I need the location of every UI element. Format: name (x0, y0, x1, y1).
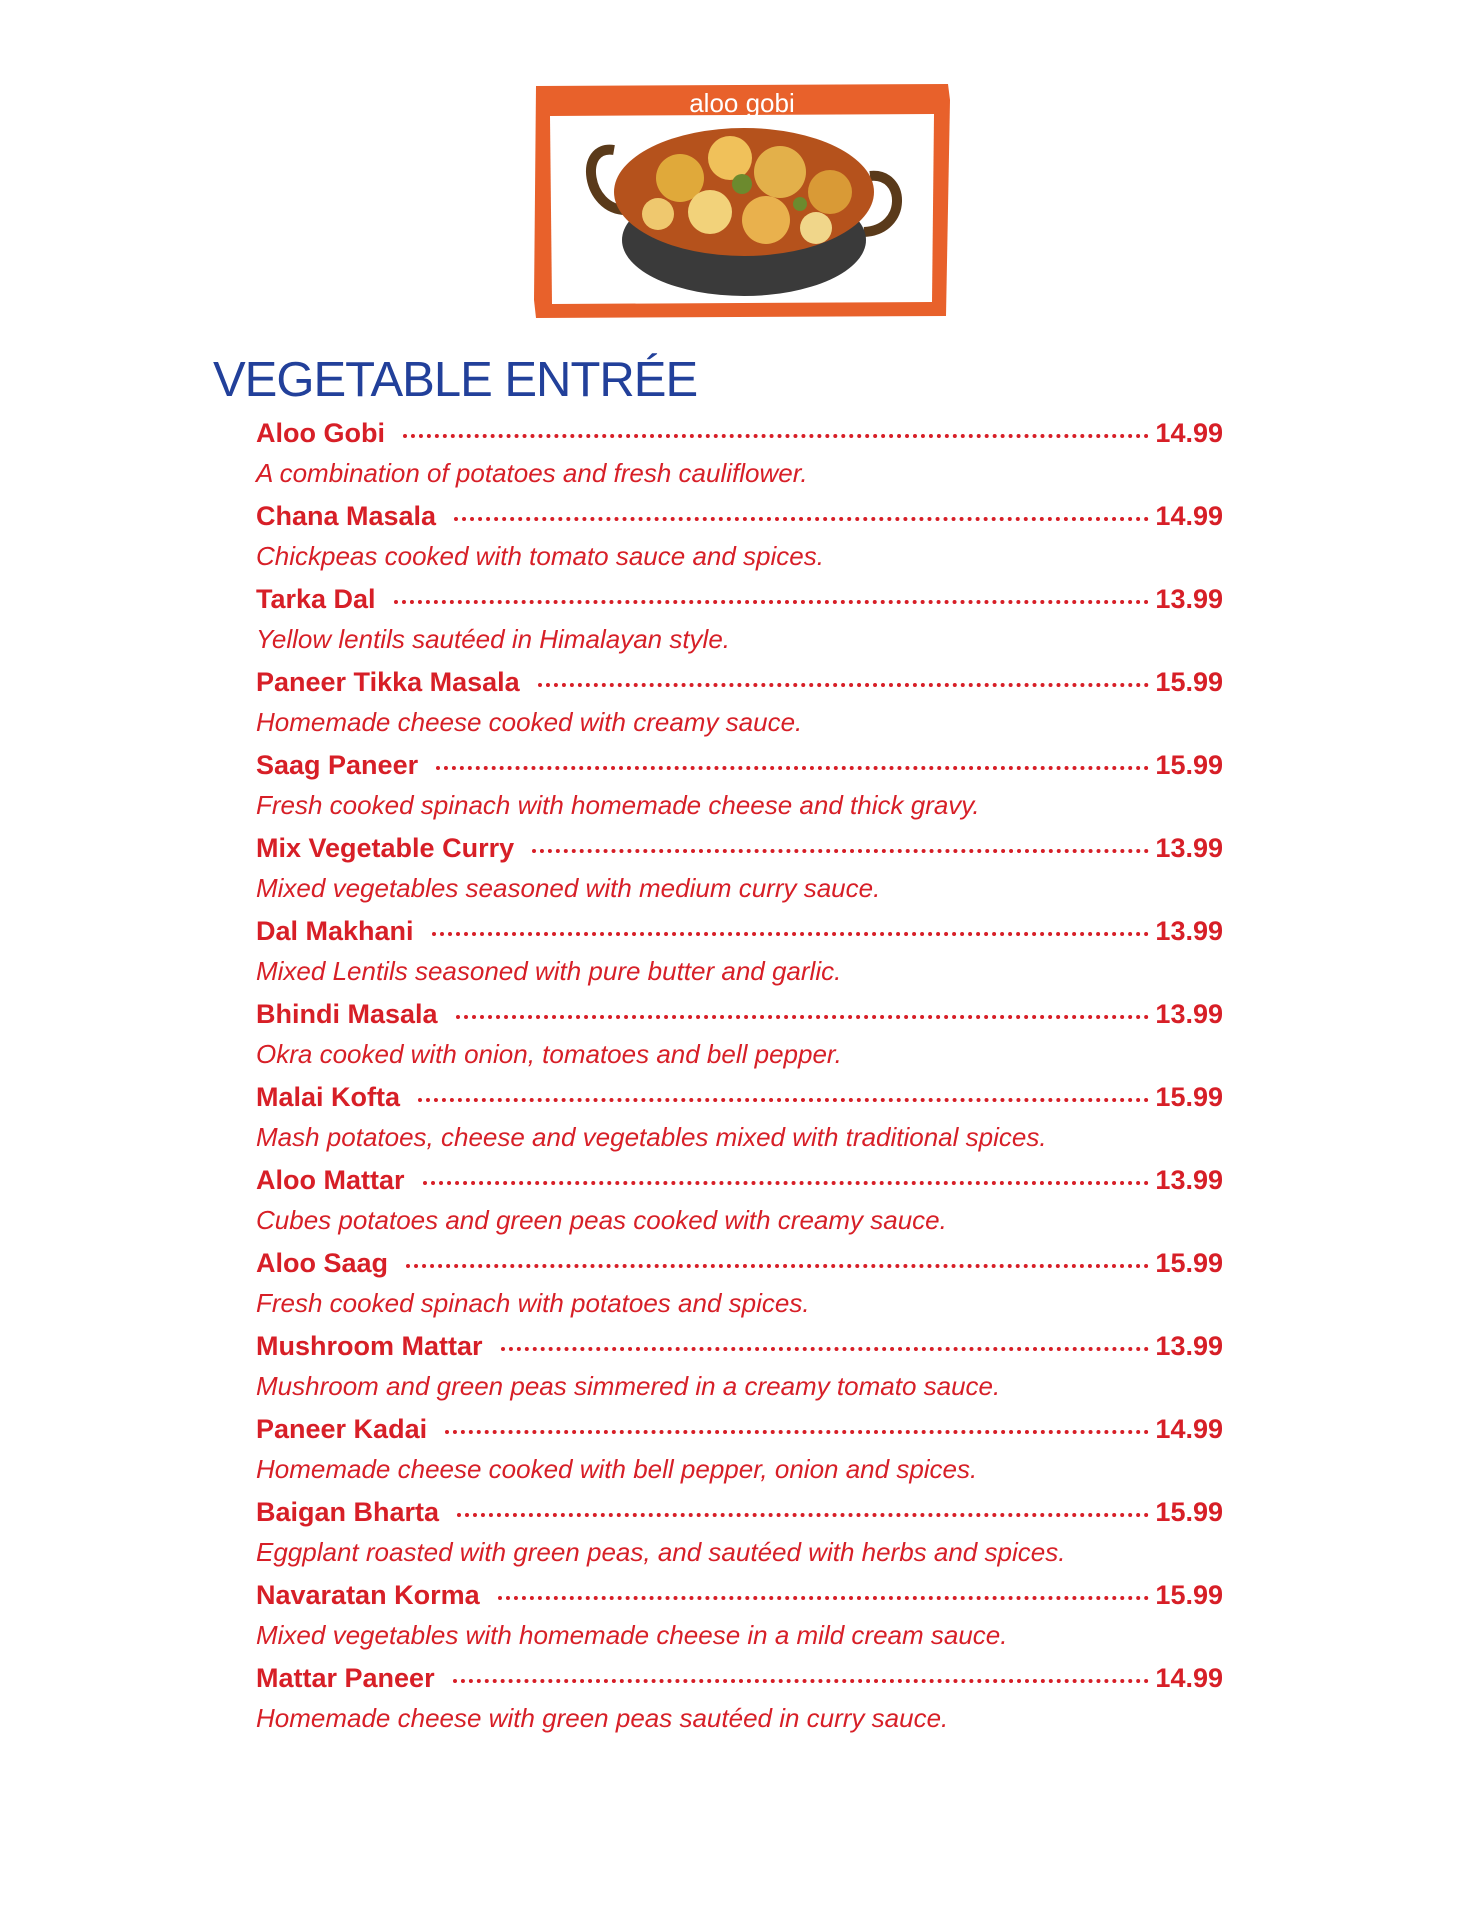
dotted-leader (498, 1596, 1150, 1600)
menu-item-header (256, 1165, 1223, 1199)
menu-item-header (256, 1331, 1223, 1365)
menu-item-price: 13.99 (1155, 833, 1223, 863)
menu-item (256, 833, 1223, 916)
menu-item-header (256, 999, 1223, 1033)
menu-item (256, 1497, 1223, 1580)
menu-list (256, 418, 1223, 1746)
menu-item-price: 14.99 (1155, 1414, 1223, 1444)
dotted-leader (403, 434, 1149, 438)
menu-item-header (256, 750, 1223, 784)
menu-item-description: Homemade cheese with green peas sautéed in curry sauce. (256, 1703, 949, 1733)
menu-item-price: 15.99 (1155, 667, 1223, 697)
dotted-leader (445, 1430, 1149, 1434)
menu-item-description: Fresh cooked spinach with homemade cheese and thick gravy. (256, 790, 980, 820)
menu-item-description: Eggplant roasted with green peas, and sautéed with herbs and spices. (256, 1537, 1066, 1567)
menu-item-name: Aloo Saag (256, 1248, 389, 1278)
menu-item-price: 13.99 (1155, 584, 1223, 614)
menu-item-name: Aloo Mattar (256, 1165, 405, 1195)
menu-item-description: A combination of potatoes and fresh cauliflower. (256, 458, 808, 488)
menu-item-price: 15.99 (1155, 750, 1223, 780)
menu-item-price: 13.99 (1155, 1165, 1223, 1195)
menu-item-price: 13.99 (1155, 999, 1223, 1029)
menu-item-name: Paneer Tikka Masala (256, 667, 520, 697)
menu-item (256, 667, 1223, 750)
menu-item-price: 15.99 (1155, 1082, 1223, 1112)
menu-item-name: Navaratan Korma (256, 1580, 480, 1610)
menu-item-description: Mushroom and green peas simmered in a creamy tomato sauce. (256, 1371, 1001, 1401)
menu-item-description: Mixed Lentils seasoned with pure butter and garlic. (256, 956, 842, 986)
menu-item-description: Chickpeas cooked with tomato sauce and spices. (256, 541, 824, 571)
menu-item-description: Fresh cooked spinach with potatoes and spices. (256, 1288, 810, 1318)
dotted-leader (394, 600, 1150, 604)
menu-item-name: Aloo Gobi (256, 418, 385, 448)
menu-item-description: Cubes potatoes and green peas cooked with creamy sauce. (256, 1205, 947, 1235)
menu-item-price: 14.99 (1155, 501, 1223, 531)
menu-item-header (256, 1248, 1223, 1282)
dotted-leader (423, 1181, 1150, 1185)
menu-item-description: Mixed vegetables seasoned with medium curry sauce. (256, 873, 881, 903)
menu-item-description: Homemade cheese cooked with creamy sauce. (256, 707, 803, 737)
dotted-leader (432, 932, 1150, 936)
dotted-leader (453, 1679, 1150, 1683)
menu-item-description: Homemade cheese cooked with bell pepper, onion and spices. (256, 1454, 978, 1484)
menu-item-header (256, 667, 1223, 701)
menu-item-description: Yellow lentils sautéed in Himalayan style. (256, 624, 731, 654)
menu-item-name: Tarka Dal (256, 584, 376, 614)
menu-item (256, 1331, 1223, 1414)
menu-item-header (256, 501, 1223, 535)
menu-item-price: 15.99 (1155, 1580, 1223, 1610)
dotted-leader (406, 1264, 1149, 1268)
menu-item-header (256, 833, 1223, 867)
dotted-leader (501, 1347, 1150, 1351)
menu-item-price: 13.99 (1155, 1331, 1223, 1361)
aloo-gobi-photo-frame (530, 80, 954, 320)
menu-item-name: Bhindi Masala (256, 999, 438, 1029)
menu-item-header (256, 418, 1223, 452)
menu-item-name: Paneer Kadai (256, 1414, 428, 1444)
menu-item-price: 14.99 (1155, 418, 1223, 448)
menu-item-price: 14.99 (1155, 1663, 1223, 1693)
dotted-leader (436, 766, 1149, 770)
menu-item-description: Okra cooked with onion, tomatoes and bell pepper. (256, 1039, 842, 1069)
menu-item-header (256, 916, 1223, 950)
menu-item (256, 999, 1223, 1082)
menu-item-header (256, 1497, 1223, 1531)
menu-item-description: Mash potatoes, cheese and vegetables mixed with traditional spices. (256, 1122, 1047, 1152)
menu-item (256, 1414, 1223, 1497)
photo-caption: aloo gobi (689, 88, 795, 118)
section-title: VEGETABLE ENTRÉE (213, 353, 698, 407)
dotted-leader (538, 683, 1150, 687)
menu-item-header (256, 1414, 1223, 1448)
menu-item-header (256, 1663, 1223, 1697)
dotted-leader (454, 517, 1149, 521)
menu-item-name: Mushroom Mattar (256, 1331, 483, 1361)
dotted-leader (456, 1015, 1150, 1019)
menu-item-price: 15.99 (1155, 1248, 1223, 1278)
dotted-leader (532, 849, 1149, 853)
menu-item (256, 1248, 1223, 1331)
menu-item-name: Mattar Paneer (256, 1663, 435, 1693)
menu-item (256, 916, 1223, 999)
menu-item (256, 584, 1223, 667)
menu-item (256, 1663, 1223, 1746)
menu-item-name: Baigan Bharta (256, 1497, 440, 1527)
menu-item (256, 501, 1223, 584)
menu-item-header (256, 1580, 1223, 1614)
menu-item-header (256, 1082, 1223, 1116)
menu-item-name: Mix Vegetable Curry (256, 833, 515, 863)
menu-item (256, 750, 1223, 833)
menu-item-description: Mixed vegetables with homemade cheese in a mild cream sauce. (256, 1620, 1008, 1650)
menu-item (256, 1580, 1223, 1663)
menu-item-price: 15.99 (1155, 1497, 1223, 1527)
menu-item-name: Malai Kofta (256, 1082, 401, 1112)
menu-item-name: Dal Makhani (256, 916, 414, 946)
dotted-leader (418, 1098, 1149, 1102)
menu-item-header (256, 584, 1223, 618)
menu-item-name: Saag Paneer (256, 750, 419, 780)
menu-item-name: Chana Masala (256, 501, 437, 531)
dotted-leader (457, 1513, 1149, 1517)
menu-item (256, 1082, 1223, 1165)
menu-item (256, 418, 1223, 501)
menu-item-price: 13.99 (1155, 916, 1223, 946)
menu-item (256, 1165, 1223, 1248)
